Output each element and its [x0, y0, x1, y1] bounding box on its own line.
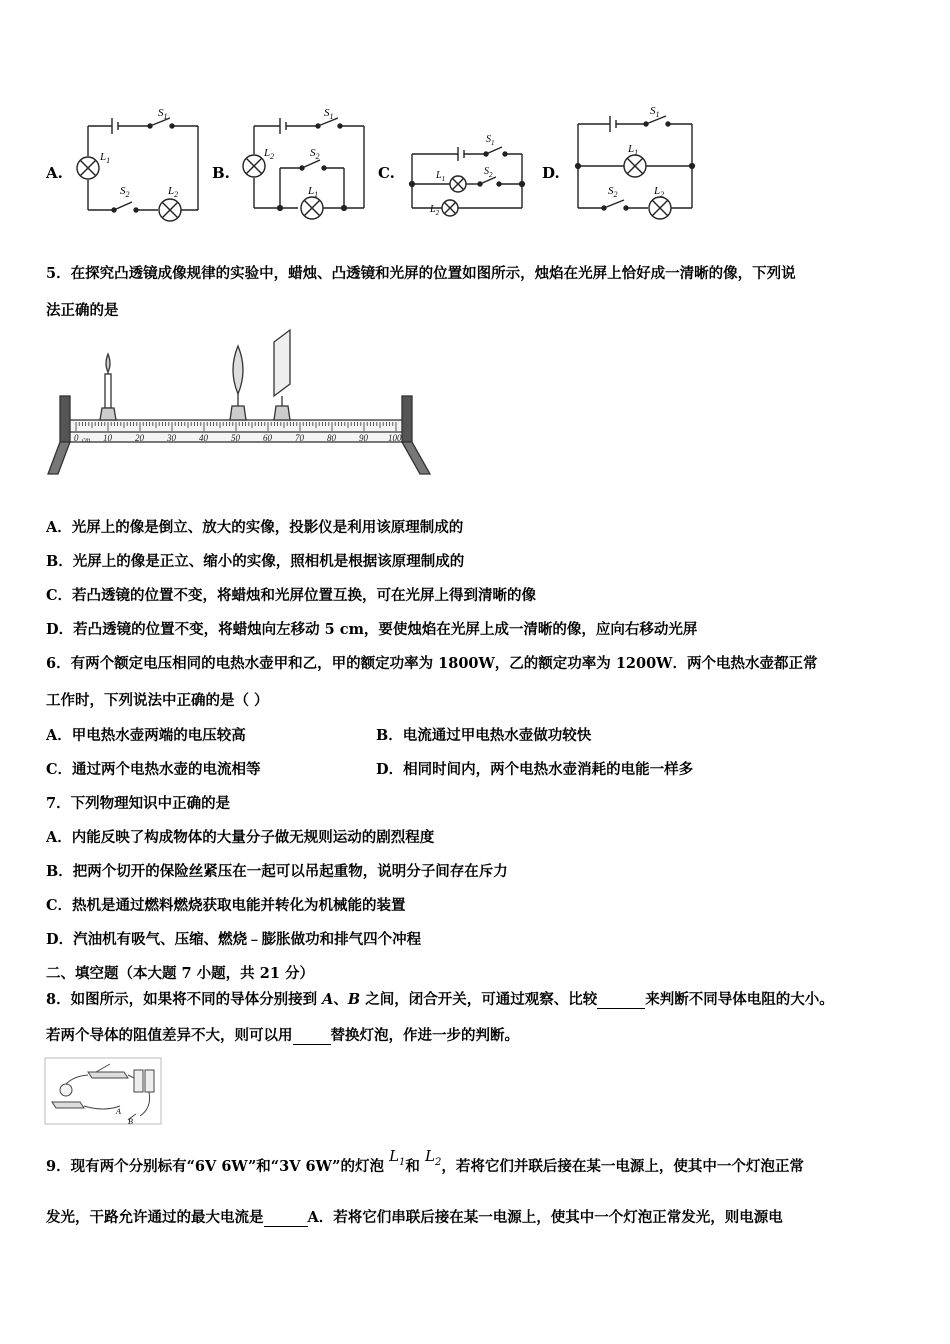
q9-line2: [46, 1206, 783, 1227]
circuit-diagram-d: [568, 96, 708, 228]
q6-stem-line2: 工作时，下列说法中正确的是（ ）: [46, 692, 269, 709]
ruler-unit: cm: [82, 436, 91, 444]
ruler-label: 60: [263, 433, 272, 443]
q5-option-a: A．光屏上的像是倒立、放大的实像，投影仪是利用该原理制成的: [46, 519, 464, 536]
q7-option-d: D．汽油机有吸气、压缩、燃烧﹣膨胀做功和排气四个冲程: [46, 931, 422, 948]
q6-option-d: D．相同时间内，两个电热水壶消耗的电能一样多: [376, 761, 694, 778]
q8-line2: [46, 1024, 519, 1045]
label-s1: $S_1$: [324, 107, 334, 121]
q8-circuit-figure: [44, 1056, 164, 1126]
label-s2: $S_2$: [310, 147, 320, 161]
q8-fig-label-b: B: [128, 1117, 133, 1126]
ruler-label: 90: [359, 433, 368, 443]
q5-stem-line2: 法正确的是: [46, 302, 119, 319]
q8-point-b: B: [347, 991, 361, 1008]
label-l1: $L_1$: [628, 143, 639, 157]
option-label-d: D.: [542, 164, 560, 182]
q6-option-b: B．电流通过甲电热水壶做功较快: [376, 727, 592, 744]
ruler-label: 40: [199, 433, 208, 443]
q9-l1: $L_1$: [389, 1147, 406, 1168]
q8-text-a: 8．如图所示，如果将不同的导体分别接到: [46, 991, 323, 1008]
ruler-label: 10: [103, 433, 112, 443]
q7-stem: 7．下列物理知识中正确的是: [46, 795, 231, 812]
label-l1: $L_1$: [100, 151, 111, 165]
label-s2: $S_2$: [120, 185, 130, 199]
circuit-diagram-b: [236, 96, 376, 228]
option-label-a: A.: [46, 164, 63, 182]
label-s1: $S_1$: [486, 134, 495, 147]
q8-blank-1[interactable]: [597, 991, 645, 1009]
q5-stem-line1: 5．在探究凸透镜成像规律的实验中，蜡烛、凸透镜和光屏的位置如图所示，烛焰在光屏上恰好成一清晰的像，下列说: [46, 265, 796, 282]
q9-and: 和: [405, 1158, 420, 1175]
q7-option-c: C．热机是通过燃料燃烧获取电能并转化为机械能的装置: [46, 897, 406, 914]
circuit-diagram-c: [402, 128, 532, 218]
label-s2: $S_2$: [484, 166, 493, 179]
label-s1: $S_1$: [650, 105, 660, 119]
q8-blank-2[interactable]: [293, 1027, 331, 1045]
label-l2: $L_2$: [264, 147, 275, 161]
q5-option-d: D．若凸透镜的位置不变，将蜡烛向左移动 5 cm，要使烛焰在光屏上成一清晰的像，应向右移动光屏: [46, 621, 698, 638]
q9-text-b: ，若将它们并联后接在某一电源上，使其中一个灯泡正常: [441, 1158, 804, 1175]
q9-text-d: A．若将它们串联后接在某一电源上，使其中一个灯泡正常发光，则电源电: [307, 1209, 783, 1226]
ruler-label: 70: [295, 433, 304, 443]
section-heading: 二、填空题（本大题 7 小题，共 21 分）: [46, 965, 314, 982]
q9-text-c: 发光，干路允许通过的最大电流是: [46, 1209, 264, 1226]
q9-l2: $L_2$: [424, 1147, 442, 1168]
option-label-c: C.: [378, 164, 395, 182]
label-l1: $L_1$: [308, 185, 319, 199]
q8-point-a: A: [322, 991, 334, 1008]
label-s2: $S_2$: [608, 185, 618, 199]
q6-option-c: C．通过两个电热水壶的电流相等: [46, 761, 261, 778]
label-l1: $L_1$: [436, 170, 446, 183]
ruler-label: 20: [135, 433, 144, 443]
label-l2: $L_2$: [654, 185, 665, 199]
circuit-diagram-a: [70, 96, 210, 228]
q6-stem-line1: 6．有两个额定电压相同的电热水壶甲和乙，甲的额定功率为 1800W，乙的额定功率为 1200W．两个电热水壶都正常: [46, 655, 818, 672]
q8-text-d: 若两个导体的阻值差异不大，则可以用: [46, 1027, 293, 1044]
q8-text-c: 来判断不同导体电阻的大小。: [645, 991, 834, 1008]
q5-option-b: B．光屏上的像是正立、缩小的实像，照相机是根据该原理制成的: [46, 553, 465, 570]
q8-text-e: 替换灯泡，作进一步的判断。: [330, 1027, 519, 1044]
q8-line1: [46, 988, 834, 1009]
q8-fig-label-a: A: [116, 1107, 121, 1116]
q8-text-b: 之间，闭合开关，可通过观察、比较: [360, 991, 598, 1008]
q6-option-a: A．甲电热水壶两端的电压较高: [46, 727, 246, 744]
q9-line1: [46, 1147, 804, 1178]
ruler-label: 100: [388, 433, 402, 443]
option-label-b: B.: [212, 164, 230, 182]
q7-option-b: B．把两个切开的保险丝紧压在一起可以吊起重物，说明分子间存在斥力: [46, 863, 508, 880]
q8-sep: 、: [333, 991, 348, 1008]
label-l2: $L_2$: [168, 185, 179, 199]
ruler-label: 80: [327, 433, 336, 443]
ruler-label: 50: [231, 433, 240, 443]
label-l2: $L_2$: [430, 204, 440, 217]
ruler-label: 0: [74, 433, 79, 443]
q9-blank-1[interactable]: [264, 1209, 308, 1227]
q7-option-a: A．内能反映了构成物体的大量分子做无规则运动的剧烈程度: [46, 829, 435, 846]
q9-text-a: 9．现有两个分别标有“6V 6W”和“3V 6W”的灯泡: [46, 1158, 385, 1175]
q5-option-c: C．若凸透镜的位置不变，将蜡烛和光屏位置互换，可在光屏上得到清晰的像: [46, 587, 537, 604]
optical-bench-figure: [44, 326, 439, 478]
ruler-label: 30: [167, 433, 176, 443]
label-s1: $S_1$: [158, 107, 168, 121]
